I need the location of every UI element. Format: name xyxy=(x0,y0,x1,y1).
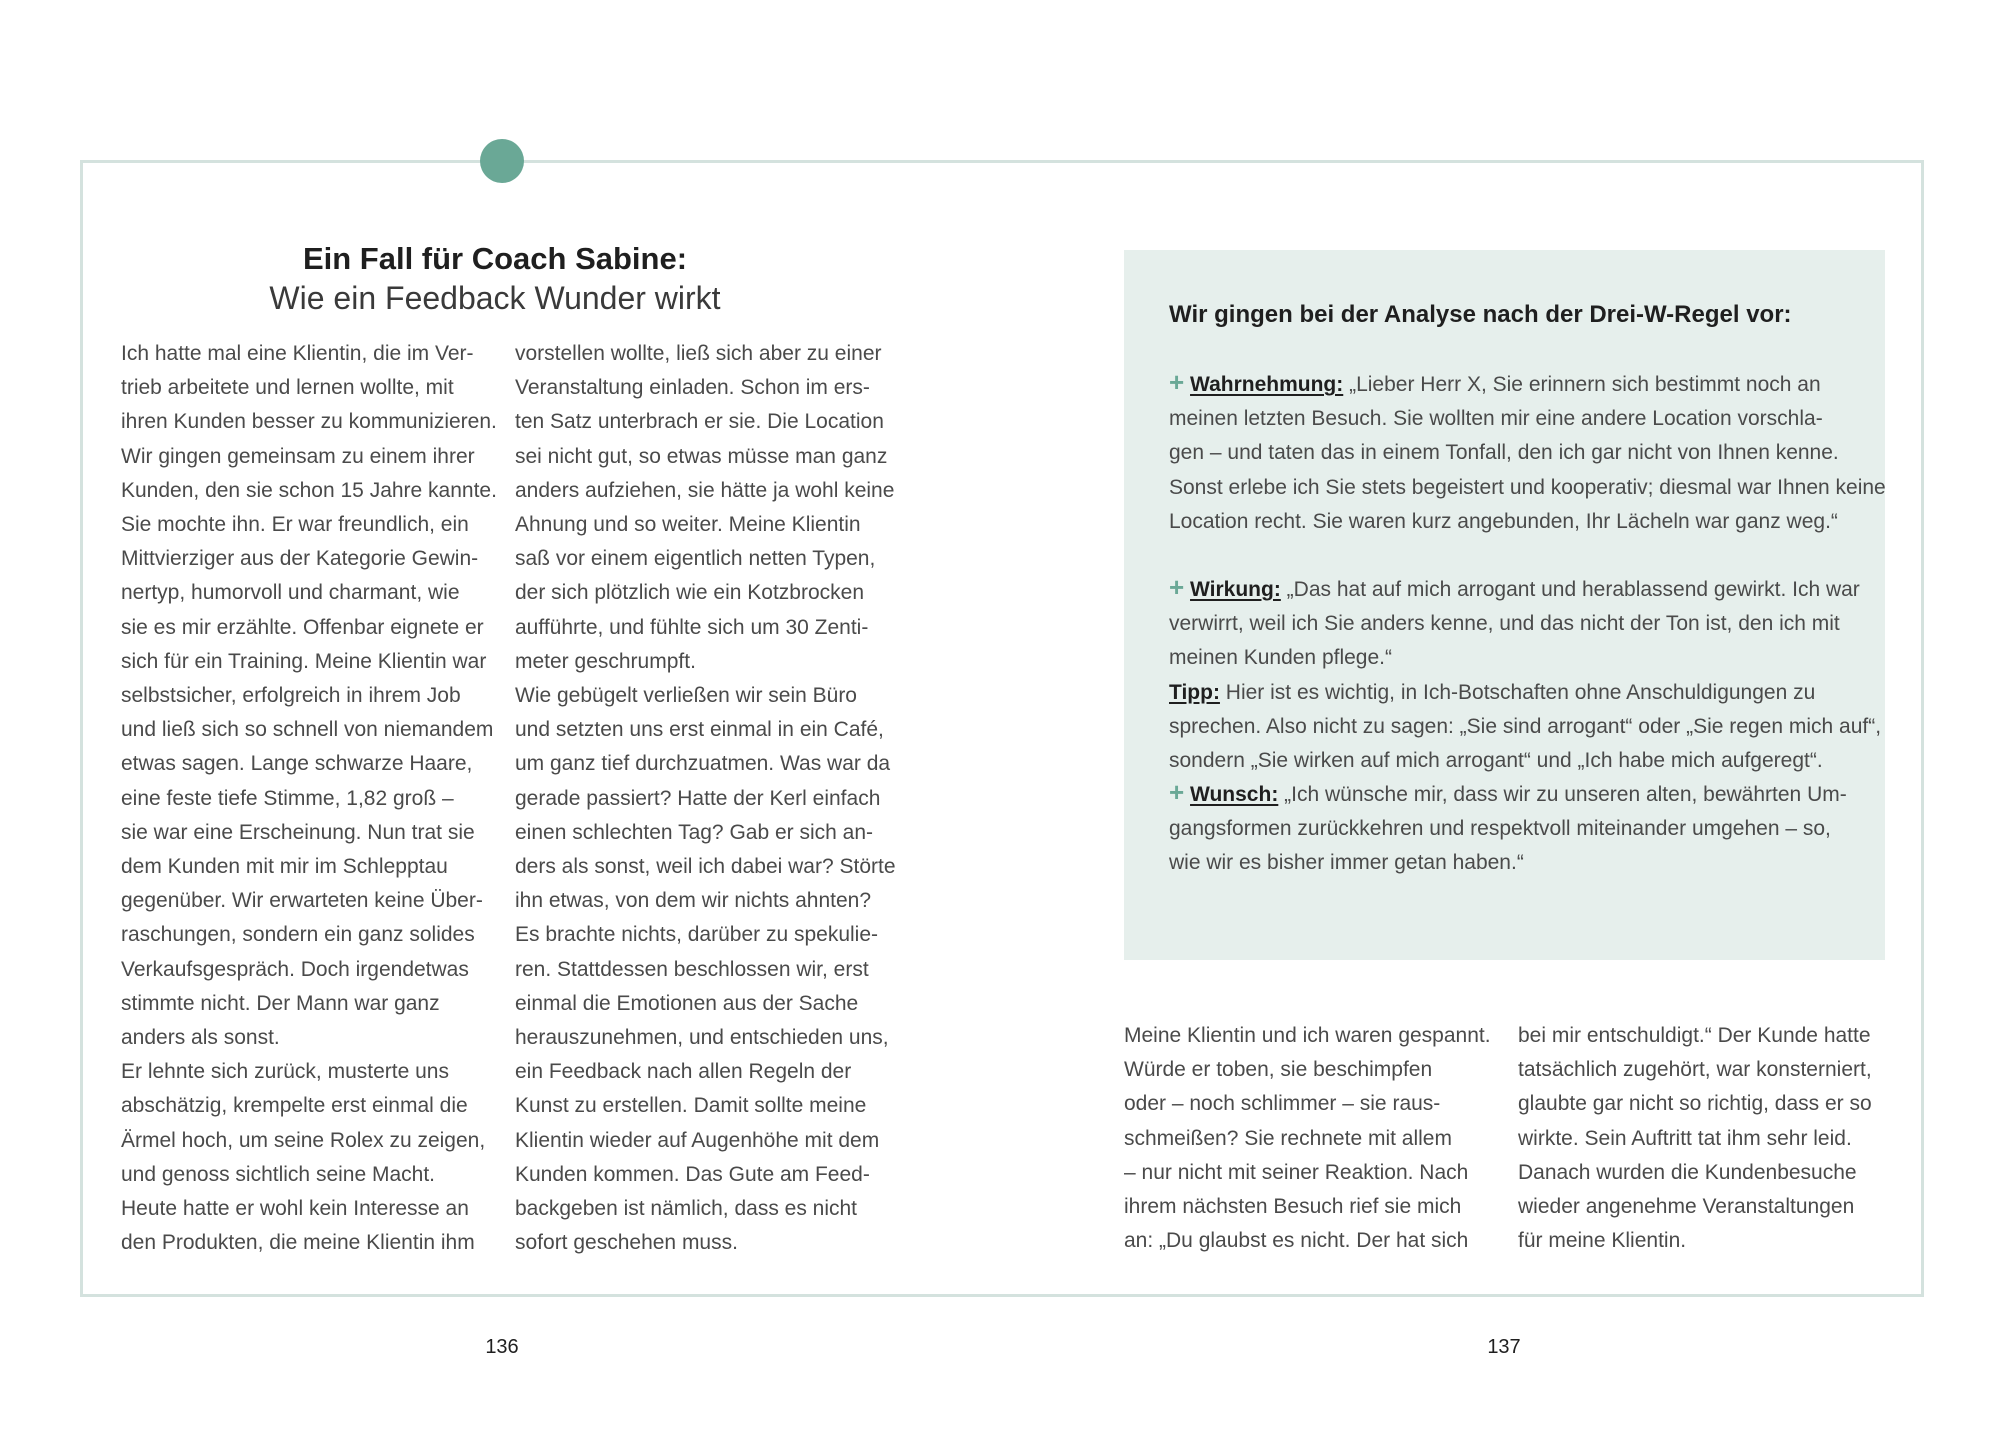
paragraph-first-line xyxy=(1169,368,1886,402)
wahrnehmung-paragraph xyxy=(1169,368,1886,539)
text-line: ihn etwas, von dem wir nichts ahnten? xyxy=(515,889,872,913)
text-line: einmal die Emotionen aus der Sache xyxy=(515,991,859,1015)
text-line: schmeißen? Sie rechnete mit allem xyxy=(1124,1126,1452,1150)
page-subtitle: Wie ein Feedback Wunder wirkt xyxy=(269,280,721,316)
text-line: einen schlechten Tag? Gab er sich an- xyxy=(515,820,874,844)
text-line: um ganz tief durchzuatmen. Was war da xyxy=(515,752,891,776)
plus-icon: + xyxy=(1169,367,1185,397)
wahrnehmung-lines xyxy=(1169,402,1886,539)
text-line: abschätzig, krempelte erst einmal die xyxy=(121,1094,468,1118)
text-line: anders als sonst. xyxy=(121,1026,280,1050)
text-line: Danach wurden die Kundenbesuche xyxy=(1518,1160,1857,1184)
text-line: ders als sonst, weil ich dabei war? Störte xyxy=(515,855,896,879)
text-line: raschungen, sondern ein ganz solides xyxy=(121,923,475,947)
text-line: ein Feedback nach allen Regeln der xyxy=(515,1060,852,1084)
text-line: herauszunehmen, und entschieden uns, xyxy=(515,1026,889,1050)
box-heading: Wir gingen bei der Analyse nach der Drei-W-Regel vor: xyxy=(1169,301,1792,328)
text-line: an: „Du glaubst es nicht. Der hat sich xyxy=(1124,1229,1469,1253)
text-line: backgeben ist nämlich, dass es nicht xyxy=(515,1197,858,1221)
text-line: tatsächlich zugehört, war konsterniert, xyxy=(1518,1058,1872,1082)
wirkung-first-text: „Das hat auf mich arrogant und herablassend gewirkt. Ich war xyxy=(1280,578,1860,601)
text-line: und ließ sich so schnell von niemandem xyxy=(121,718,494,742)
text-line: sie war eine Erscheinung. Nun trat sie xyxy=(121,820,475,844)
text-line: gerade passiert? Hatte der Kerl einfach xyxy=(515,786,881,810)
text-line: ihren Kunden besser zu kommunizieren. xyxy=(121,410,497,434)
text-line: bei mir entschuldigt.“ Der Kunde hatte xyxy=(1518,1024,1871,1047)
text-line: Würde er toben, sie beschimpfen xyxy=(1124,1058,1433,1082)
keyword-wunsch: Wunsch: xyxy=(1190,783,1279,806)
text-line: Klientin wieder auf Augenhöhe mit dem xyxy=(515,1128,880,1152)
text-line: eine feste tiefe Stimme, 1,82 groß – xyxy=(121,786,454,810)
text-line: Kunst zu erstellen. Damit sollte meine xyxy=(515,1094,867,1118)
text-line: Wir gingen gemeinsam zu einem ihrer xyxy=(121,444,475,468)
text-line: saß vor einem eigentlich netten Typen, xyxy=(515,547,876,571)
text-line: anders aufziehen, sie hätte ja wohl keine xyxy=(515,478,895,502)
text-line: Es brachte nichts, darüber zu spekulie- xyxy=(515,923,879,947)
text-line: Sonst erlebe ich Sie stets begeistert und kooperativ; diesmal war Ihnen keine xyxy=(1169,475,1886,499)
text-line: Wie gebügelt verließen wir sein Büro xyxy=(515,684,857,708)
text-column-2 xyxy=(515,337,895,1260)
text-line: wieder angenehme Veranstaltungen xyxy=(1518,1195,1855,1219)
text-line: gangsformen zurückkehren und respektvoll miteinander umgehen – so, xyxy=(1169,817,1831,841)
text-line: Sie mochte ihn. Er war freundlich, ein xyxy=(121,513,469,537)
text-column-3 xyxy=(1124,1019,1504,1258)
drei-w-regel-box xyxy=(1124,250,1885,960)
text-line: Location recht. Sie waren kurz angebunden, Ihr Lächeln war ganz weg.“ xyxy=(1169,509,1838,533)
text-line: oder – noch schlimmer – sie raus- xyxy=(1124,1092,1441,1116)
text-line: und genoss sichtlich seine Macht. xyxy=(121,1162,436,1186)
text-line: den Produkten, die meine Klientin ihm xyxy=(121,1231,475,1255)
text-line: ihrem nächsten Besuch rief sie mich xyxy=(1124,1195,1462,1219)
page-title: Ein Fall für Coach Sabine: xyxy=(302,241,688,276)
page-number-left: 136 xyxy=(485,1336,519,1358)
text-line: glaubte gar nicht so richtig, dass er so xyxy=(1518,1092,1872,1116)
tipp-lines xyxy=(1169,710,1881,778)
plus-icon: + xyxy=(1169,777,1185,807)
text-line: nertyp, humorvoll und charmant, wie xyxy=(121,581,460,605)
text-line: gegenüber. Wir erwarteten keine Über- xyxy=(121,889,483,913)
text-line: Meine Klientin und ich waren gespannt. xyxy=(1124,1024,1491,1047)
wirkung-paragraph xyxy=(1169,573,1881,778)
text-line: Kunden, den sie schon 15 Jahre kannte. xyxy=(121,478,497,502)
text-line: trieb arbeitete und lernen wollte, mit xyxy=(121,376,454,400)
keyword-wirkung: Wirkung: xyxy=(1190,578,1281,601)
keyword-wahrnehmung: Wahrnehmung: xyxy=(1190,373,1344,396)
text-line: ten Satz unterbrach er sie. Die Location xyxy=(515,410,884,434)
text-line: vorstellen wollte, ließ sich aber zu einer xyxy=(515,342,882,365)
text-line: wirkte. Sein Auftritt tat ihm sehr leid. xyxy=(1518,1126,1852,1150)
keyword-tipp: Tipp: xyxy=(1169,680,1220,704)
text-line: und setzten uns erst einmal in ein Café, xyxy=(515,718,884,742)
text-line: für meine Klientin. xyxy=(1518,1229,1687,1253)
text-line: sofort geschehen muss. xyxy=(515,1231,738,1255)
wahrnehmung-first-text: „Lieber Herr X, Sie erinnern sich bestimmt noch an xyxy=(1343,373,1821,396)
text-line: der sich plötzlich wie ein Kotzbrocken xyxy=(515,581,865,605)
text-line: sie es mir erzählte. Offenbar eignete er xyxy=(121,615,484,639)
text-line: meinen letzten Besuch. Sie wollten mir eine andere Location vorschla- xyxy=(1169,407,1823,431)
text-line: – nur nicht mit seiner Reaktion. Nach xyxy=(1124,1160,1469,1184)
text-line: Verkaufsgespräch. Doch irgendetwas xyxy=(121,957,469,981)
text-line: etwas sagen. Lange schwarze Haare, xyxy=(121,752,473,776)
paragraph-first-line xyxy=(1169,573,1881,607)
text-line: verwirrt, weil ich Sie anders kenne, und das nicht der Ton ist, den ich mit xyxy=(1169,612,1840,636)
text-line: Ärmel hoch, um seine Rolex zu zeigen, xyxy=(121,1128,486,1152)
plus-icon: + xyxy=(1169,572,1185,602)
text-line: gen – und taten das in einem Tonfall, den ich gar nicht von Ihnen kenne. xyxy=(1169,441,1839,465)
wunsch-lines xyxy=(1169,812,1847,880)
tipp-first-line xyxy=(1169,676,1881,710)
text-line: dem Kunden mit mir im Schlepptau xyxy=(121,855,448,879)
text-line: Veranstaltung einladen. Schon im ers- xyxy=(515,376,870,400)
text-line: aufführte, und fühlte sich um 30 Zenti- xyxy=(515,615,869,639)
text-line: Ich hatte mal eine Klientin, die im Ver- xyxy=(121,342,474,365)
text-line: Kunden kommen. Das Gute am Feed- xyxy=(515,1162,870,1186)
wunsch-paragraph xyxy=(1169,778,1847,881)
text-line: meter geschrumpft. xyxy=(515,649,696,673)
page-number-right: 137 xyxy=(1487,1336,1521,1358)
wunsch-first-text: „Ich wünsche mir, dass wir zu unseren alten, bewährten Um- xyxy=(1278,783,1847,806)
wirkung-lines xyxy=(1169,607,1881,675)
text-line: ren. Stattdessen beschlossen wir, erst xyxy=(515,957,869,981)
text-line: Mittvierziger aus der Kategorie Gewin- xyxy=(121,547,479,571)
text-line: sprechen. Also nicht zu sagen: „Sie sind arrogant“ oder „Sie regen mich auf“, xyxy=(1169,714,1882,738)
text-column-1 xyxy=(121,337,501,1260)
title-block xyxy=(180,240,810,318)
text-line: sich für ein Training. Meine Klientin war xyxy=(121,649,487,673)
text-line: Heute hatte er wohl kein Interesse an xyxy=(121,1197,469,1221)
decorative-dot-icon xyxy=(480,139,524,183)
text-line: Er lehnte sich zurück, musterte uns xyxy=(121,1060,449,1084)
text-line: sondern „Sie wirken auf mich arrogant“ und „Ich habe mich aufgeregt“. xyxy=(1169,749,1823,773)
text-line: selbstsicher, erfolgreich in ihrem Job xyxy=(121,684,461,708)
text-line: Ahnung und so weiter. Meine Klientin xyxy=(515,513,861,537)
paragraph-first-line xyxy=(1169,778,1847,812)
text-line: wie wir es bisher immer getan haben.“ xyxy=(1169,851,1524,875)
text-line: stimmte nicht. Der Mann war ganz xyxy=(121,991,440,1015)
text-line: meinen Kunden pflege.“ xyxy=(1169,646,1392,670)
tipp-first-text: Hier ist es wichtig, in Ich-Botschaften ohne Anschuldigungen zu xyxy=(1219,680,1816,704)
text-column-4 xyxy=(1518,1019,1898,1258)
text-line: sei nicht gut, so etwas müsse man ganz xyxy=(515,444,888,468)
